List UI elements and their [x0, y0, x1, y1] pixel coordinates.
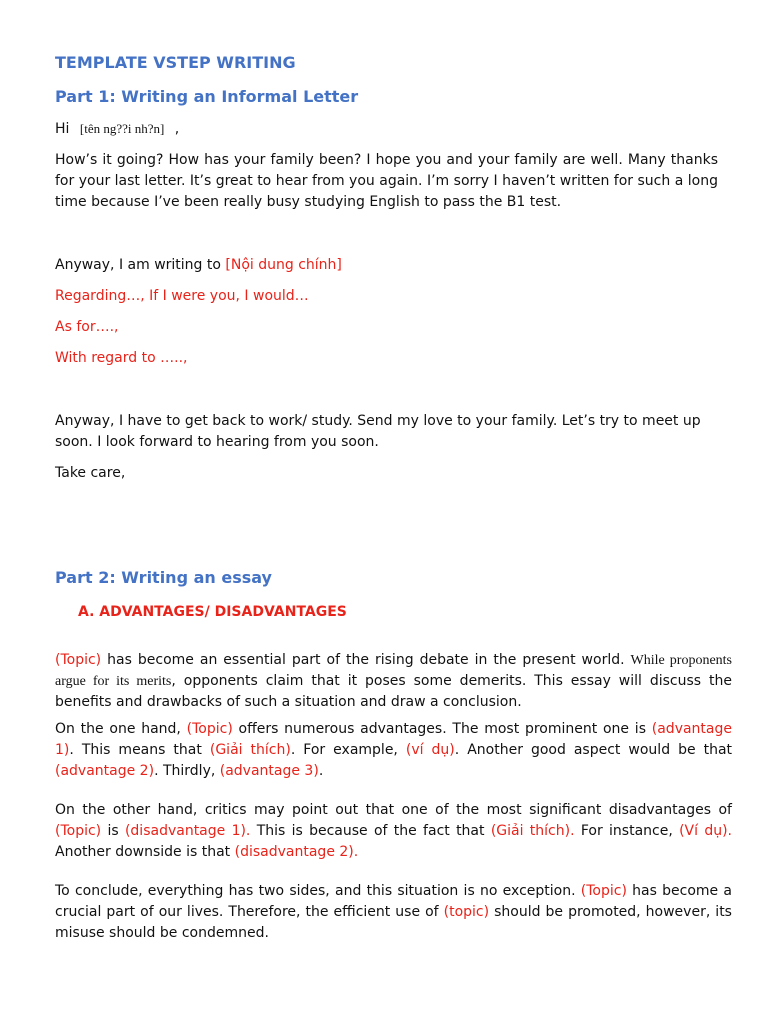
regarding-line: Regarding…, If I were you, I would… — [55, 288, 309, 304]
part2-heading: Part 2: Writing an essay — [55, 568, 272, 587]
greeting-line — [55, 118, 732, 140]
dis-text-4: For instance, — [574, 823, 680, 839]
greeting-comma: , — [174, 121, 180, 137]
adv-text-3: . This means that — [69, 742, 210, 758]
main-content-line — [55, 255, 732, 276]
dis-text-2: is — [101, 823, 125, 839]
adv-text-5: . Another good aspect would be that — [454, 742, 733, 758]
dis-text-1: On the other hand, critics may point out that one of the most significant disadvantages of — [55, 802, 732, 818]
part1-heading: Part 1: Writing an Informal Letter — [55, 87, 359, 106]
adv-text-1: On the one hand, — [55, 721, 187, 737]
main-content-prefix: Anyway, I am writing to — [55, 257, 226, 273]
disadvantage-2-placeholder: (disadvantage 2). — [234, 844, 359, 860]
essay-intro-paragraph — [55, 650, 732, 713]
topic-placeholder: (topic) — [443, 904, 490, 920]
with-regard-line: With regard to ….., — [55, 350, 188, 366]
adv-text-2: offers numerous advantages. The most prominent one is — [232, 721, 652, 737]
dis-text-5: Another downside is that — [55, 844, 235, 860]
advantage-1-placeholder: (advantage 1) — [55, 721, 732, 758]
section-a-heading: A. ADVANTAGES/ DISADVANTAGES — [78, 604, 347, 620]
dis-text-3: This is because of the fact that — [250, 823, 491, 839]
greeting-word: Hi — [55, 121, 70, 137]
adv-text-6: . Thirdly, — [154, 763, 220, 779]
explanation-placeholder: (Giải thích). — [490, 823, 575, 839]
example-placeholder: (Ví dụ). — [679, 823, 733, 839]
disadvantage-1-placeholder: (disadvantage 1). — [124, 823, 251, 839]
recipient-placeholder: [tên ng??i nh?n] — [79, 121, 165, 136]
adv-text-7: . — [318, 763, 324, 779]
concl-text-1: To conclude, everything has two sides, and this situation is no exception. — [55, 883, 581, 899]
document-title: TEMPLATE VSTEP WRITING — [55, 53, 296, 72]
main-content-placeholder: [Nội dung chính] — [225, 257, 342, 273]
advantage-2-placeholder: (advantage 2) — [55, 763, 155, 779]
topic-placeholder: (Topic) — [186, 721, 233, 737]
concl-text-3: should be promoted, however, its misuse should be condemned. — [55, 904, 732, 941]
essay-body — [55, 650, 732, 944]
advantage-3-placeholder: (advantage 3) — [219, 763, 319, 779]
letter-opening-paragraph: How’s it going? How has your family been? I hope you and your family are well. Many thanks for your last letter. It’s great to hear from you again. I’m sorry I haven’t written for such a long time because I’ve been really busy studying English to pass the B1 test. — [55, 152, 718, 210]
topic-placeholder: (Topic) — [580, 883, 627, 899]
letter-closing-paragraph: Anyway, I have to get back to work/ study. Send my love to your family. Let’s try to meet up soon. I look forward to hearing from you soon. — [55, 413, 701, 450]
explanation-placeholder: (Giải thích) — [209, 742, 291, 758]
concl-text-2: has become a crucial part of our lives. Therefore, the efficient use of — [55, 883, 732, 920]
essay-disadvantages-paragraph — [55, 800, 732, 863]
document-page — [55, 52, 733, 941]
intro-serif-text: While proponents argue for its merits — [55, 653, 733, 689]
as-for-line: As for…., — [55, 319, 119, 335]
intro-text-2: , opponents claim that it poses some demerits. This essay will discuss the benefits and drawbacks of such a situation and draw a conclusion. — [55, 673, 733, 710]
topic-placeholder: (Topic) — [55, 823, 102, 839]
adv-text-4: . For example, — [290, 742, 406, 758]
essay-advantages-paragraph — [55, 719, 732, 782]
essay-conclusion-paragraph — [55, 881, 732, 944]
intro-text-1: has become an essential part of the rising debate in the present world. — [101, 652, 631, 668]
topic-placeholder: (Topic) — [55, 652, 102, 668]
sign-off: Take care, — [55, 465, 126, 481]
example-placeholder: (ví dụ) — [405, 742, 455, 758]
